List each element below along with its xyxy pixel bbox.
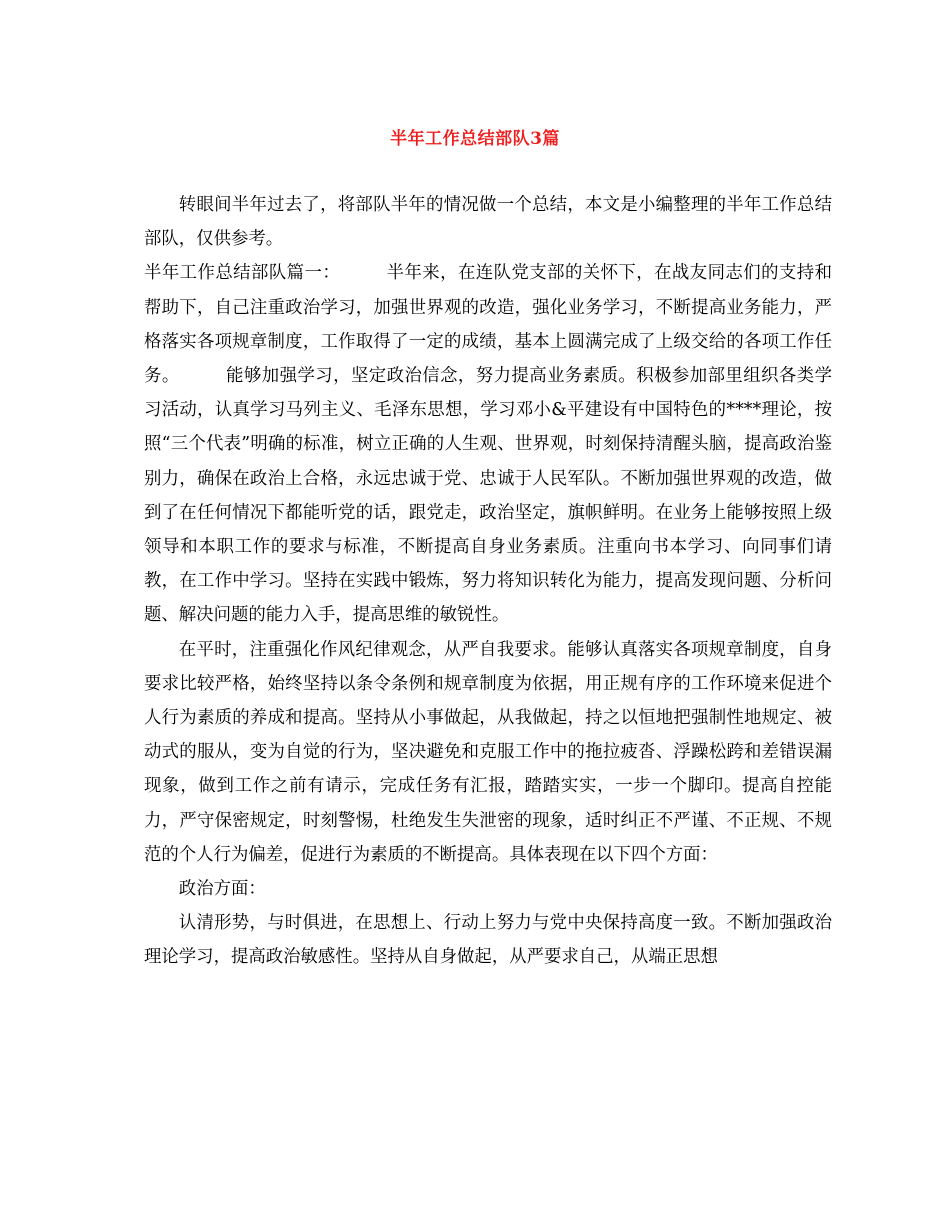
document-body xyxy=(144,188,832,975)
section-text-1: 半年来，在连队党支部的关怀下，在战友同志们的支持和帮助下，自己注重政治学习，加强世界观的改造，强化业务学习，不断提高业务能力，严格落实各项规章制度，工作取得了一定的成绩，基本上圆满完成了上级交给的各项工作任务。 xyxy=(144,263,832,387)
section-paragraph xyxy=(144,256,832,632)
discipline-paragraph: 在平时，注重强化作风纪律观念，从严自我要求。能够认真落实各项规章制度，自身要求比较严格，始终坚持以条令条例和规章制度为依据，用正规有序的工作环境来促进个人行为素质的养成和提高。坚持从小事做起，从我做起，持之以恒地把强制性地规定、被动式的服从，变为自觉的行为，坚决避免和克服工作中的拖拉疲沓、浮躁松跨和差错误漏现象，做到工作之前有请示，完成任务有汇报，踏踏实实，一步一个脚印。提高自控能力，严守保密规定，时刻警惕，杜绝发生失泄密的现象，适时纠正不严谨、不正规、不规范的个人行为偏差，促进行为素质的不断提高。具体表现在以下四个方面： xyxy=(144,639,832,865)
intro-paragraph: 转眼间半年过去了，将部队半年的情况做一个总结，本文是小编整理的半年工作总结部队，仅供参考。 xyxy=(144,195,832,250)
politics-heading: 政治方面： xyxy=(178,879,266,900)
section-text-2: 能够加强学习，坚定政治信念，努力提高业务素质。积极参加部里组织各类学习活动，认真学习马列主义、毛泽东思想，学习邓小&平建设有中国特色的****理论，按照“三个代表”明确的标准，树立正确的人生观、世界观，时刻保持清醒头脑，提高政治鉴别力，确保在政治上合格，永远忠诚于党、忠诚于人民军队。不断加强世界观的改造，做到了在任何情况下都能听党的话，跟党走，政治坚定，旗帜鲜明。在业务上能够按照上级领导和本职工作的要求与标准，不断提高自身业务素质。注重向书本学习、向同事们请教，在工作中学习。坚持在实践中锻炼，努力将知识转化为能力，提高发现问题、分析问题、解决问题的能力入手，提高思维的敏锐性。 xyxy=(144,366,832,626)
section-heading: 半年工作总结部队篇一： xyxy=(144,263,341,284)
document-title: 半年工作总结部队3篇 xyxy=(390,129,560,149)
politics-paragraph: 认清形势，与时俱进，在思想上、行动上努力与党中央保持高度一致。不断加强政治理论学习，提高政治敏感性。坚持从自身做起，从严要求自己，从端正思想 xyxy=(144,913,832,968)
